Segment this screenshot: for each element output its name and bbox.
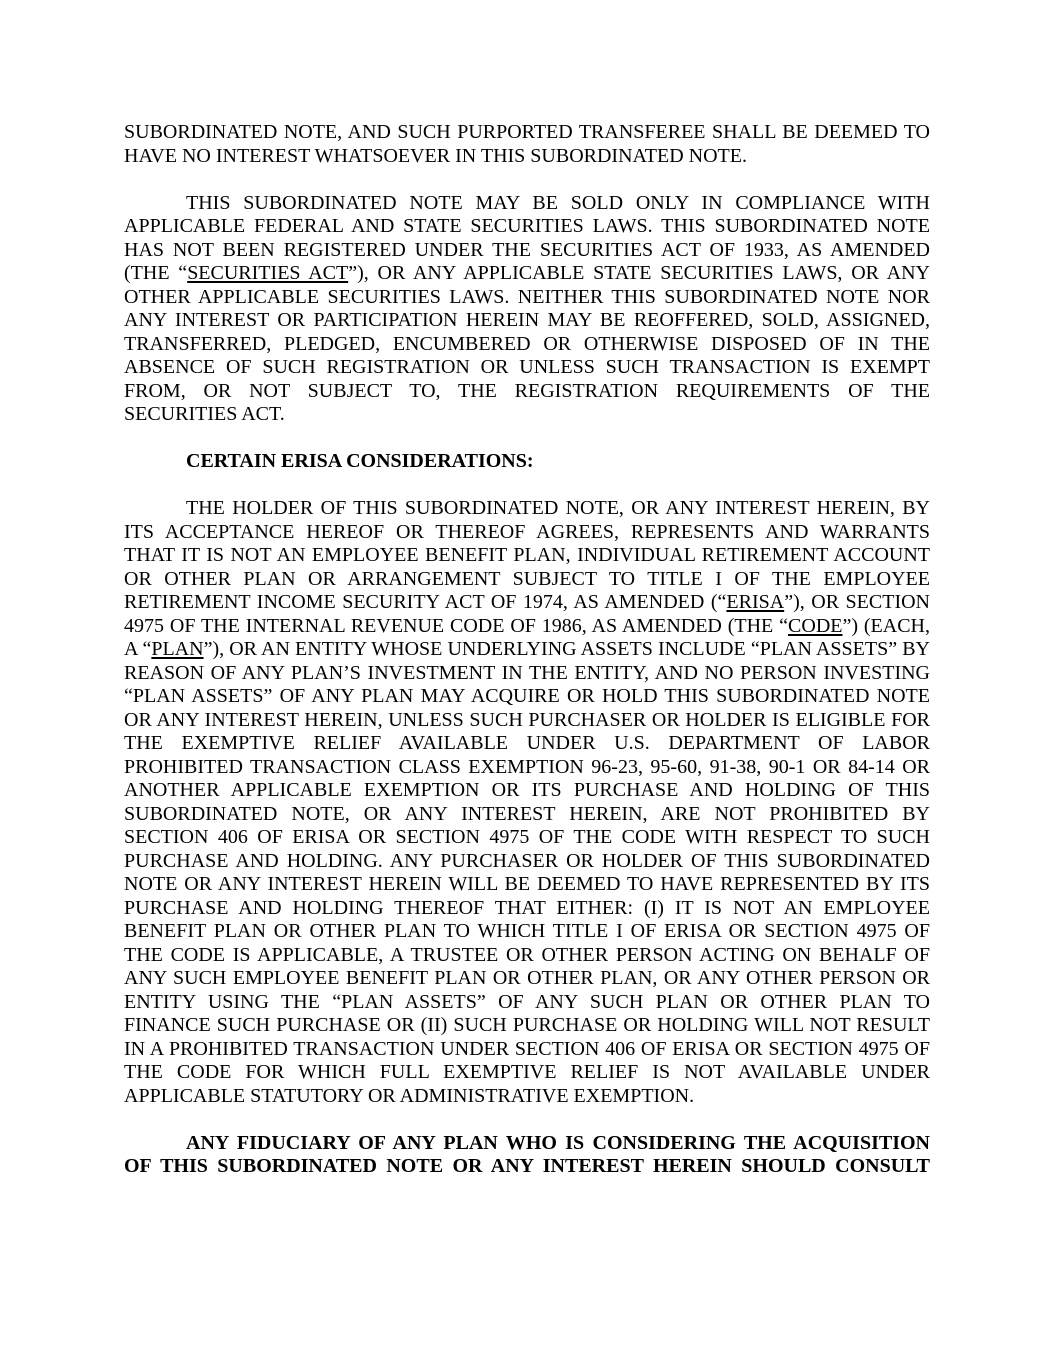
text-run: THE HOLDER OF THIS SUBORDINATED NOTE, OR ANY INTEREST HEREIN, BY ITS ACCEPTANCE HEREOF OR THEREOF AGREES, REPRESENTS AND WARRANTS THAT IT IS NOT AN EMPLOYEE BENEFIT PLAN, INDIVIDUAL RETIREMENT ACCOUNT OR OTHER PLAN OR ARRANGEMENT SUBJECT TO TITLE I OF THE EMPLOYEE RETIREMENT INCOME SECURITY ACT OF 1974, AS AMENDED (“	[124, 497, 930, 613]
securities-act-legend-paragraph	[124, 192, 930, 427]
text-run: ANY FIDUCIARY OF ANY PLAN WHO IS CONSIDERING THE ACQUISITION OF THIS SUBORDINATED NOTE OR ANY INTEREST HEREIN SHOULD CONSULT	[124, 1131, 930, 1177]
defined-term: CODE	[788, 614, 843, 637]
text-run: ”), OR ANY APPLICABLE STATE SECURITIES LAWS, OR ANY OTHER APPLICABLE SECURITIES LAWS. NEITHER THIS SUBORDINATED NOTE NOR ANY INTEREST OR PARTICIPATION HEREIN MAY BE REOFFERED, SOLD, ASSIGNED, TRANSFERRED, PLEDGED, ENCUMBERED OR OTHERWISE DISPOSED OF IN THE ABSENCE OF SUCH REGISTRATION OR UNLESS SUCH TRANSACTION IS EXEMPT FROM, OR NOT SUBJECT TO, THE REGISTRATION REQUIREMENTS OF THE SECURITIES ACT.	[124, 262, 930, 425]
continuation-paragraph	[124, 121, 930, 168]
document-body	[124, 121, 930, 1179]
text-run: SUBORDINATED NOTE, AND SUCH PURPORTED TRANSFEREE SHALL BE DEEMED TO HAVE NO INTEREST WHATSOEVER IN THIS SUBORDINATED NOTE.	[124, 121, 930, 167]
text-run: ”), OR SECTION 4975 OF THE INTERNAL REVENUE CODE OF 1986, AS AMENDED (THE “	[124, 591, 930, 637]
erisa-considerations-heading	[124, 450, 930, 474]
text-run: CERTAIN ERISA CONSIDERATIONS:	[186, 450, 534, 472]
defined-term: PLAN	[151, 638, 204, 660]
text-run: ”) (EACH, A “	[124, 614, 930, 660]
text-run: THIS SUBORDINATED NOTE MAY BE SOLD ONLY IN COMPLIANCE WITH APPLICABLE FEDERAL AND STATE SECURITIES LAWS. THIS SUBORDINATED NOTE HAS NOT BEEN REGISTERED UNDER THE SECURITIES ACT OF 1933, AS AMENDED (THE “	[124, 191, 930, 284]
text-run: ”), OR AN ENTITY WHOSE UNDERLYING ASSETS INCLUDE “PLAN ASSETS” BY REASON OF ANY PLAN’S INVESTMENT IN THE ENTITY, AND NO PERSON INVESTING “PLAN ASSETS” OF ANY PLAN MAY ACQUIRE OR HOLD THIS SUBORDINATED NOTE OR ANY INTEREST HEREIN, UNLESS SUCH PURCHASER OR HOLDER IS ELIGIBLE FOR THE EXEMPTIVE RELIEF AVAILABLE UNDER U.S. DEPARTMENT OF LABOR PROHIBITED TRANSACTION CLASS EXEMPTION 96-23, 95-60, 91-38, 90-1 OR 84-14 OR ANOTHER APPLICABLE EXEMPTION OR ITS PURCHASE AND HOLDING OF THIS SUBORDINATED NOTE, OR ANY INTEREST HEREIN, ARE NOT PROHIBITED BY SECTION 406 OF ERISA OR SECTION 4975 OF THE CODE WITH RESPECT TO SUCH PURCHASE AND HOLDING. ANY PURCHASER OR HOLDER OF THIS SUBORDINATED NOTE OR ANY INTEREST HEREIN WILL BE DEEMED TO HAVE REPRESENTED BY ITS PURCHASE AND HOLDING THEREOF THAT EITHER: (I) IT IS NOT AN EMPLOYEE BENEFIT PLAN OR OTHER PLAN TO WHICH TITLE I OF ERISA OR SECTION 4975 OF THE CODE IS APPLICABLE, A TRUSTEE OR OTHER PERSON ACTING ON BEHALF OF ANY SUCH EMPLOYEE BENEFIT PLAN OR OTHER PLAN, OR ANY OTHER PERSON OR ENTITY USING THE “PLAN ASSETS” OF ANY SUCH PLAN OR OTHER PLAN TO FINANCE SUCH PURCHASE OR (II) SUCH PURCHASE OR HOLDING WILL NOT RESULT IN A PROHIBITED TRANSACTION UNDER SECTION 406 OF ERISA OR SECTION 4975 OF THE CODE FOR WHICH FULL EXEMPTIVE RELIEF IS NOT AVAILABLE UNDER APPLICABLE STATUTORY OR ADMINISTRATIVE EXEMPTION.	[124, 638, 930, 1107]
fiduciary-notice-paragraph	[124, 1132, 930, 1179]
defined-term: ERISA	[726, 591, 785, 613]
erisa-considerations-paragraph	[124, 497, 930, 1108]
defined-term: SECURITIES ACT	[187, 262, 349, 284]
